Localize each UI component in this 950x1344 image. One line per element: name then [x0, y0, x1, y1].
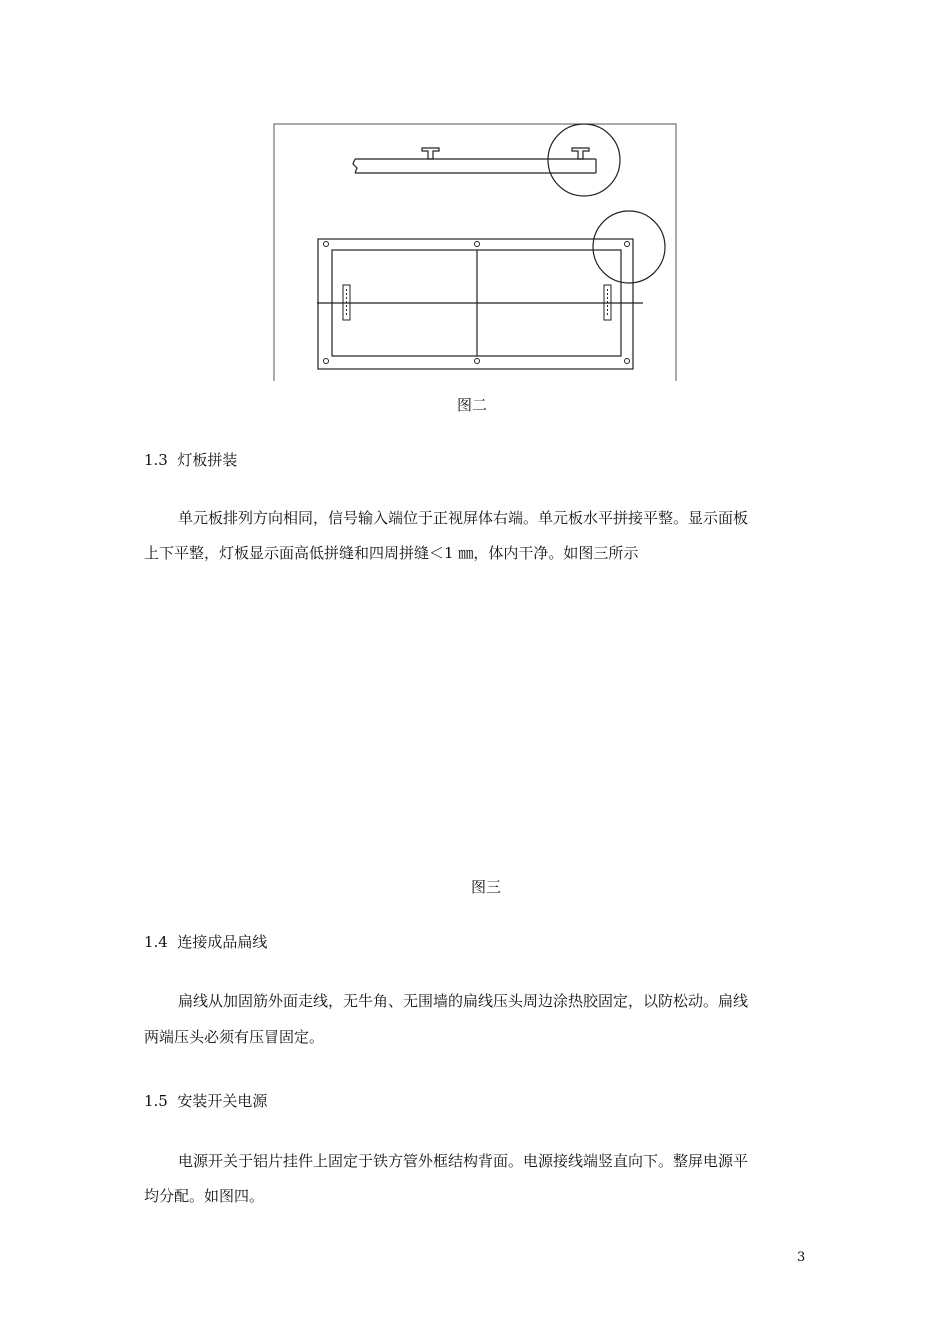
- page-number: 3: [797, 1250, 806, 1265]
- section-1-3-heading: 1.3 灯板拼装: [144, 451, 238, 469]
- t-bracket-right: [572, 148, 589, 159]
- detail-circle-top: [548, 124, 620, 196]
- section-1-4-line-1: 扁线从加固筋外面走线，无牛角、无围墙的扁线压头周边涂热胶固定，以防松动。扁线: [178, 992, 749, 1010]
- side-view-bar: [353, 159, 596, 173]
- outer-frame: [318, 239, 633, 369]
- figure-2-drawing: [273, 123, 677, 381]
- figure-3-caption: 图三: [471, 878, 502, 896]
- figure-2-caption: 图二: [457, 396, 488, 414]
- section-1-3-line-1: 单元板排列方向相同，信号输入端位于正视屏体右端。单元板水平拼接平整。显示面板: [178, 509, 749, 527]
- section-1-3-line-2: 上下平整，灯板显示面高低拼缝和四周拼缝＜1 ㎜，体内干净。如图三所示: [144, 544, 639, 562]
- section-1-5-line-1: 电源开关于铝片挂件上固定于铁方管外框结构背面。电源接线端竖直向下。整屏电源平: [178, 1152, 749, 1170]
- section-1-4-line-2: 两端压头必须有压冒固定。: [144, 1028, 325, 1046]
- section-1-4-heading: 1.4 连接成品扁线: [144, 933, 268, 951]
- section-1-5-line-2: 均分配。如图四。: [144, 1187, 265, 1205]
- t-bracket-left: [422, 148, 439, 159]
- section-1-5-heading: 1.5 安装开关电源: [144, 1092, 268, 1110]
- detail-circle-corner: [593, 211, 665, 283]
